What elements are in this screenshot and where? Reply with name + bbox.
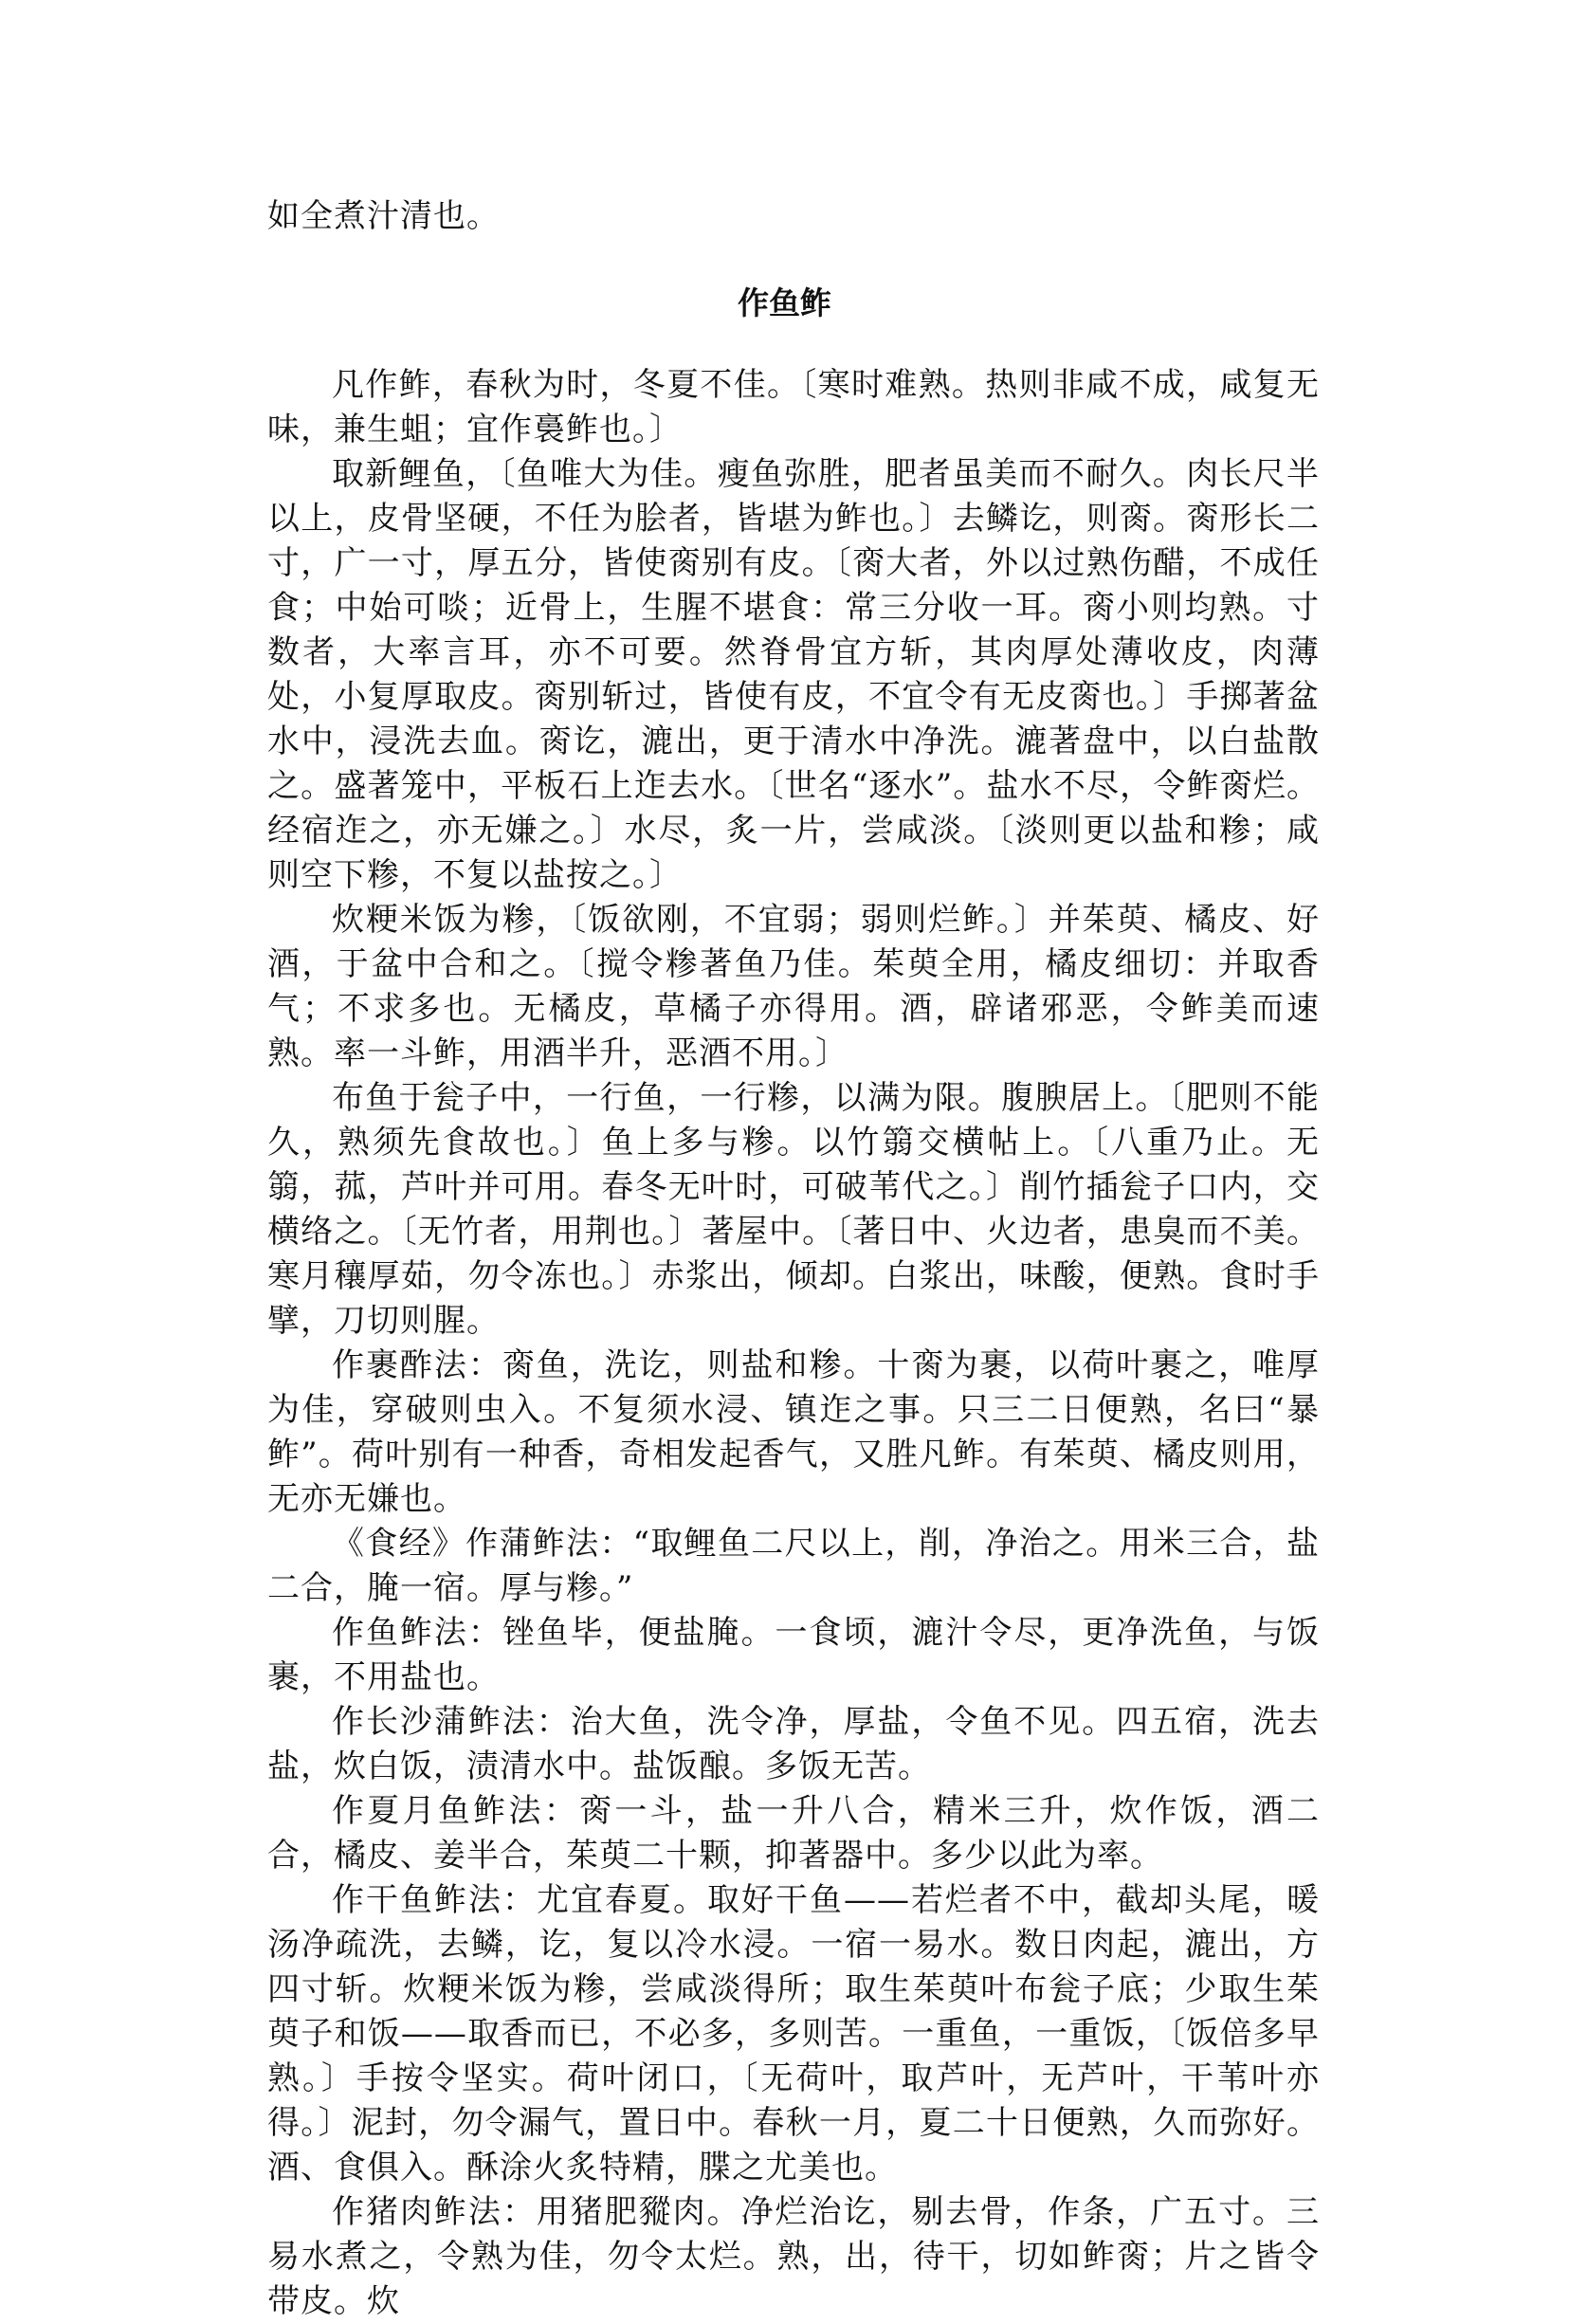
paragraph: 作鱼鲊法：锉鱼毕，便盐腌。一食顷，漉汁令尽，更净洗鱼，与饭裹，不用盐也。 [267, 1614, 1320, 1696]
paragraph: 布鱼于瓮子中，一行鱼，一行糁，以满为限。腹腴居上。〔肥则不能久，熟须先食故也。〕鱼上多与糁。以竹篛交横帖上。〔八重乃止。无篛，菰，芦叶并可用。春冬无叶时，可破苇代之。〕削竹插瓮子口内，交横络之。〔无竹者，用荆也。〕著屋中。〔著日中、火边者，患臭而不美。寒月穰厚茹，勿令冻也。〕赤浆出，倾却。白浆出，味酸，便熟。食时手擘，刀切则腥。 [267, 1079, 1320, 1340]
paragraph: 炊粳米饭为糁，〔饭欲刚，不宜弱；弱则烂鲊。〕并茱萸、橘皮、好酒，于盆中合和之。〔搅令糁著鱼乃佳。茱萸全用，橘皮细切：并取香气；不求多也。无橘皮，草橘子亦得用。酒，辟诸邪恶，令鲊美而速熟。率一斗鲊，用酒半升，恶酒不用。〕 [267, 901, 1320, 1072]
continued-text-line: 如全煮汁清也。 [267, 197, 500, 235]
section-body [267, 363, 1320, 2324]
paragraph: 作干鱼鲊法：尤宜春夏。取好干鱼——若烂者不中，截却头尾，暖汤净疏洗，去鳞，讫，复以冷水浸。一宿一易水。数日肉起，漉出，方四寸斩。炊粳米饭为糁，尝咸淡得所；取生茱萸叶布瓮子底；少取生茱萸子和饭——取香而已，不必多，多则苦。一重鱼，一重饭，〔饭倍多早熟。〕手按令坚实。荷叶闭口，〔无荷叶，取芦叶，无芦叶，干苇叶亦得。〕泥封，勿令漏气，置日中。春秋一月，夏二十日便熟，久而弥好。酒、食俱入。酥涂火炙特精，䐑之尤美也。 [267, 1881, 1320, 2187]
paragraph: 取新鲤鱼，〔鱼唯大为佳。瘦鱼弥胜，肥者虽美而不耐久。肉长尺半以上，皮骨坚硬，不任为脍者，皆堪为鲊也。〕去鳞讫，则脔。脔形长二寸，广一寸，厚五分，皆使脔别有皮。〔脔大者，外以过熟伤醋，不成任食；中始可啖；近骨上，生腥不堪食：常三分收一耳。脔小则均熟。寸数者，大率言耳，亦不可要。然脊骨宜方斩，其肉厚处薄收皮，肉薄处，小复厚取皮。脔别斩过，皆使有皮，不宜令有无皮脔也。〕手掷著盆水中，浸洗去血。脔讫，漉出，更于清水中净洗。漉著盘中，以白盐散之。盛著笼中，平板石上迮去水。〔世名“逐水”。盐水不尽，令鲊脔烂。经宿迮之，亦无嫌之。〕水尽，炙一片，尝咸淡。〔淡则更以盐和糁；咸则空下糁，不复以盐按之。〕 [267, 455, 1320, 894]
paragraph: 作裹酢法：脔鱼，洗讫，则盐和糁。十脔为裹，以荷叶裹之，唯厚为佳，穿破则虫入。不复须水浸、镇迮之事。只三二日便熟，名曰“暴鲊”。荷叶别有一种香，奇相发起香气，又胜凡鲊。有茱萸、橘皮则用，无亦无嫌也。 [267, 1346, 1320, 1518]
paragraph: 作猪肉鲊法：用猪肥豵肉。净烂治讫，剔去骨，作条，广五寸。三易水煮之，令熟为佳，勿令太烂。熟，出，待干，切如鲊脔；片之皆令带皮。炊 [267, 2193, 1320, 2320]
section-heading: 作鱼鲊 [738, 284, 831, 321]
paragraph: 《食经》作蒲鲊法：“取鲤鱼二尺以上，削，净治之。用米三合，盐二合，腌一宿。厚与糁。” [267, 1525, 1320, 1607]
paragraph: 凡作鲊，春秋为时，冬夏不佳。〔寒时难熟。热则非咸不成，咸复无味，兼生蛆；宜作裛鲊也。〕 [267, 366, 1320, 448]
paragraph: 作夏月鱼鲊法：脔一斗，盐一升八合，精米三升，炊作饭，酒二合，橘皮、姜半合，茱萸二十颗，抑著器中。多少以此为率。 [267, 1792, 1320, 1875]
paragraph: 作长沙蒲鲊法：治大鱼，洗令净，厚盐，令鱼不见。四五宿，洗去盐，炊白饭，渍清水中。盐饭酿。多饭无苦。 [267, 1703, 1320, 1785]
